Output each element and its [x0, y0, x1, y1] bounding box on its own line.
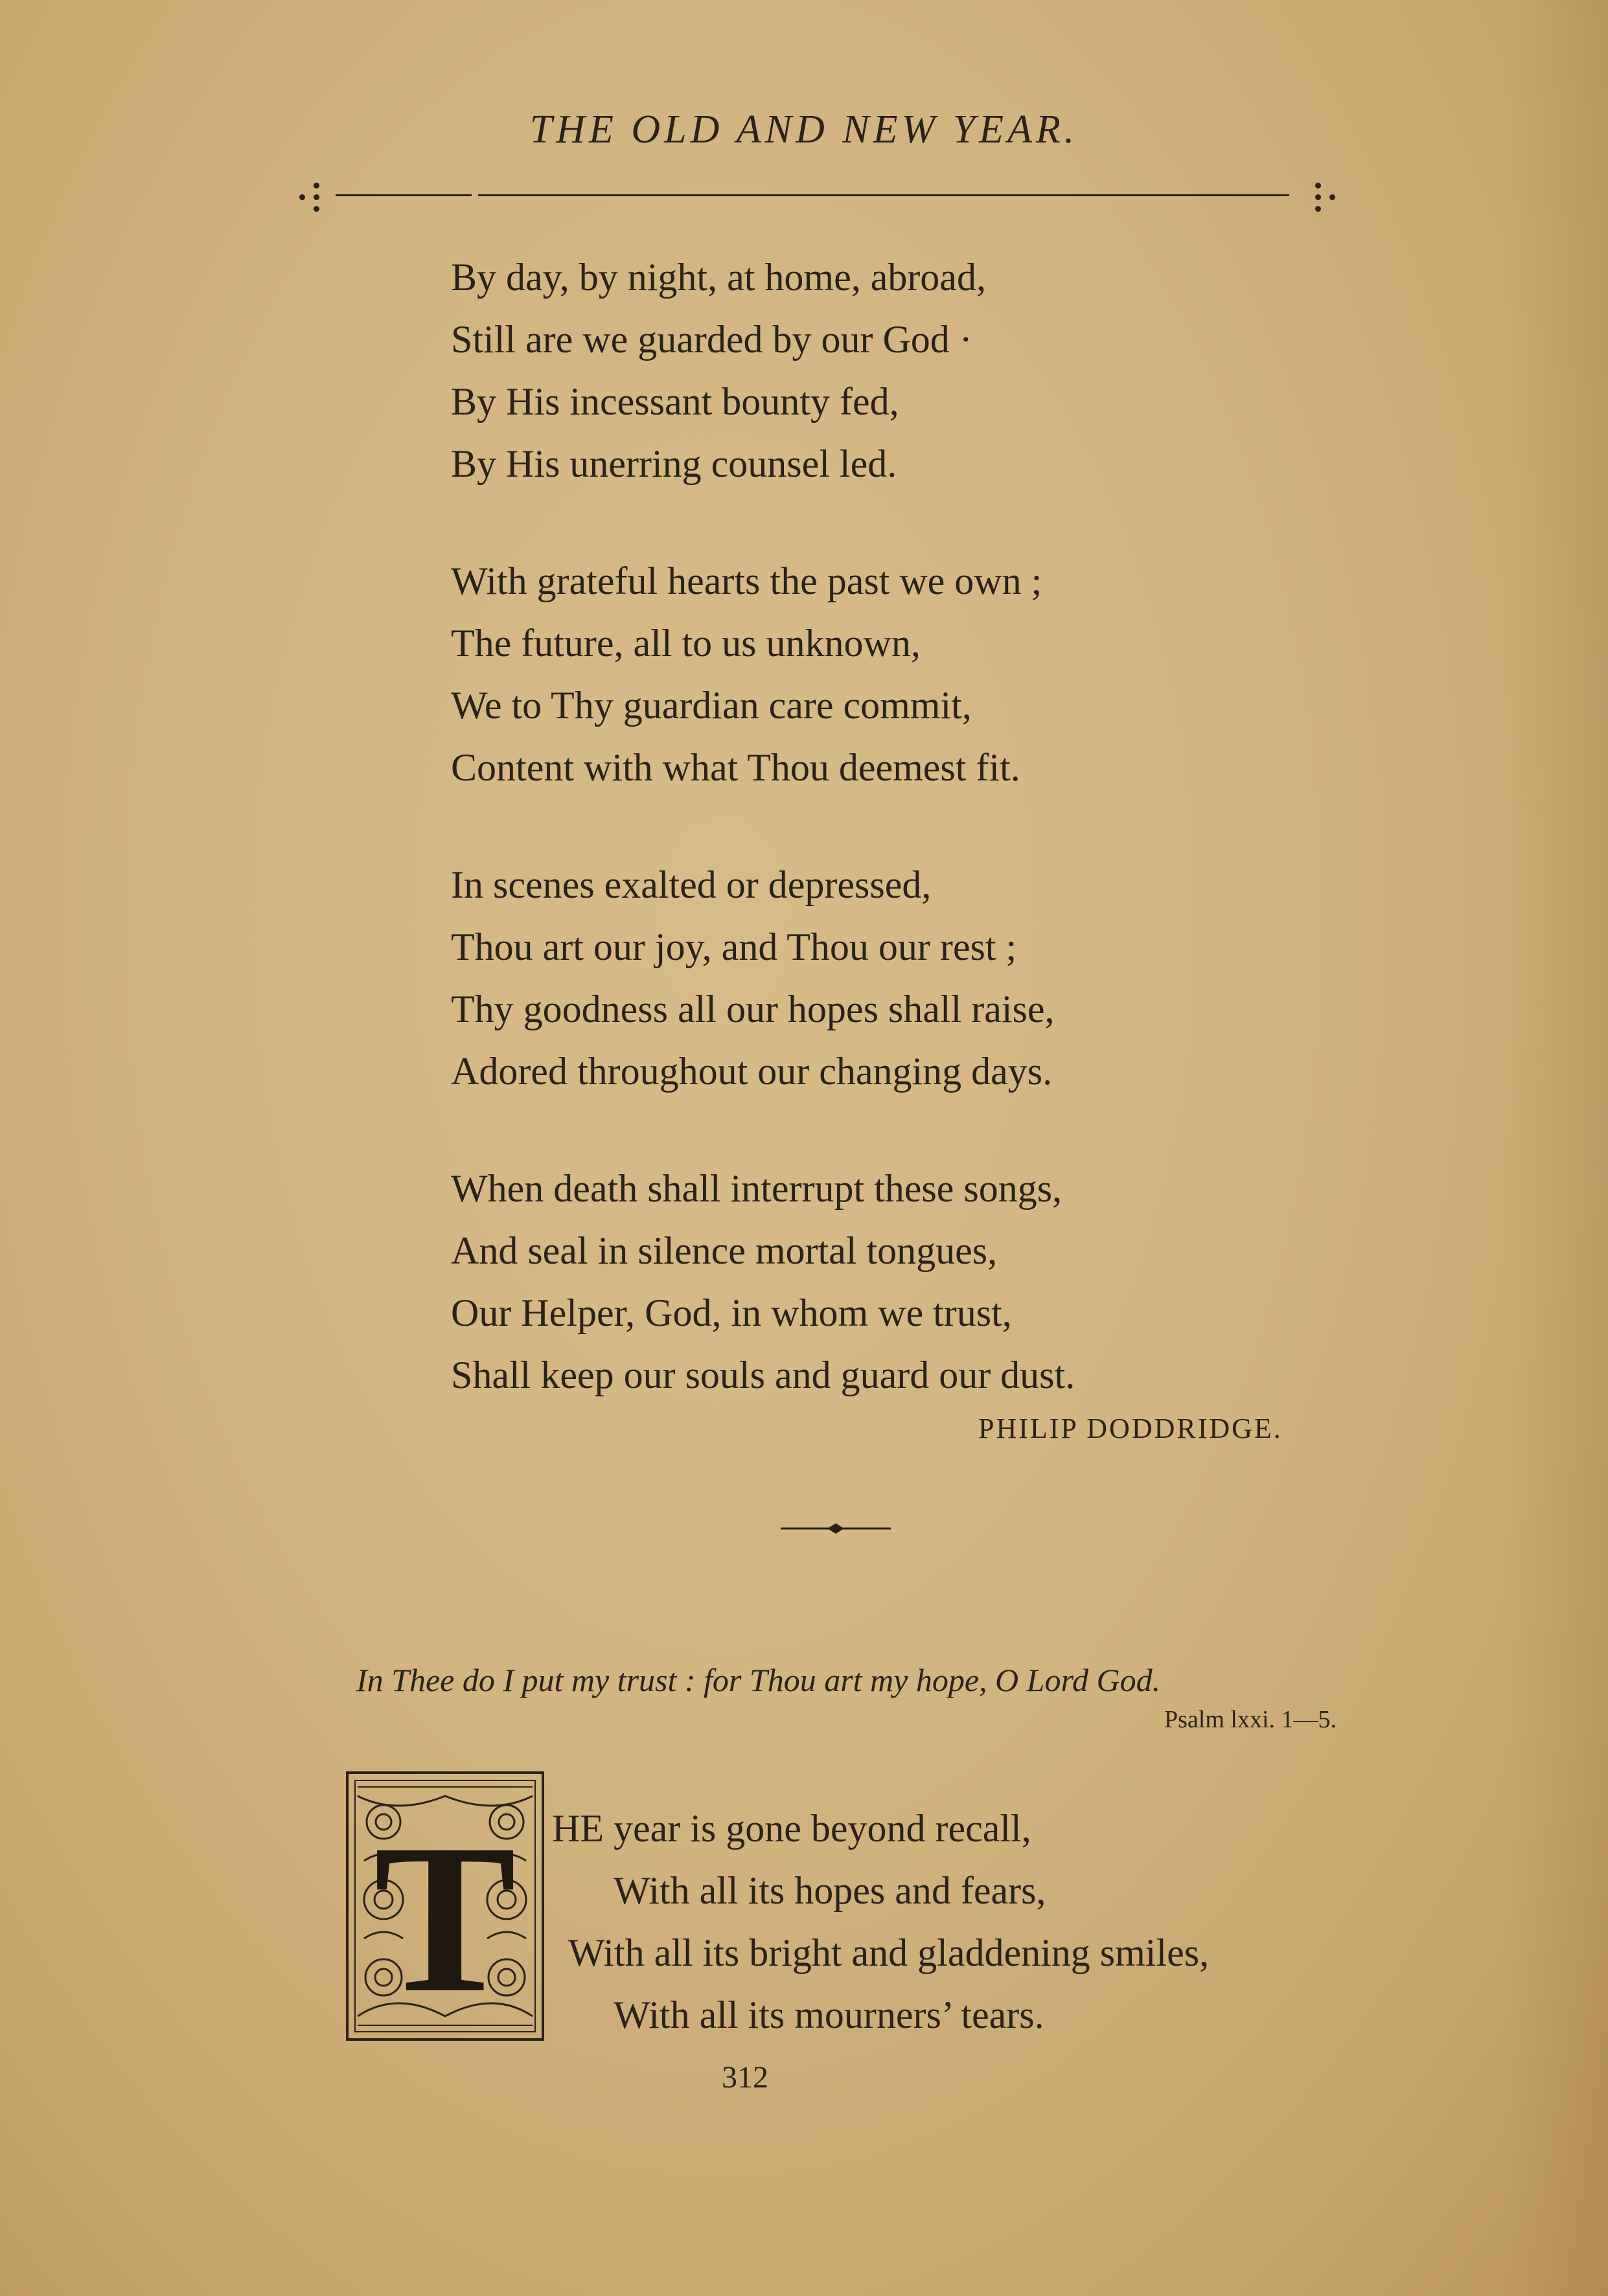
poem-line: With grateful hearts the past we own ; — [451, 560, 1042, 602]
stanza — [451, 550, 1075, 799]
running-header: THE OLD AND NEW YEAR. — [529, 108, 1079, 152]
poem-line: By His incessant bounty fed, — [451, 380, 899, 423]
poem-line: Adored throughout our changing days. — [451, 1050, 1053, 1093]
scripture-epigraph: In Thee do I put my trust : for Thou art my hope, O Lord God. — [356, 1662, 1161, 1698]
poem-line: By day, by night, at home, abroad, — [451, 256, 986, 299]
stanza — [451, 854, 1075, 1102]
poem-line: Still are we guarded by our God · — [451, 318, 972, 361]
poem-line: We to Thy guardian care commit, — [451, 684, 972, 727]
poem-line: Thou art our joy, and Thou our rest ; — [451, 926, 1017, 968]
dropcap-letter: T — [373, 1801, 517, 2037]
poem-line: With all its bright and gladdening smiles, — [568, 1931, 1210, 1974]
divider-ornament-icon — [781, 1519, 891, 1538]
stanza — [451, 1157, 1075, 1406]
header-rule-right — [478, 194, 1289, 196]
header-rule-left — [336, 194, 472, 196]
second-poem — [552, 1797, 1209, 2046]
page-number: 312 — [722, 2060, 768, 2095]
poem-line: Our Helper, God, in whom we trust, — [451, 1291, 1012, 1334]
poem-line: HE year is gone beyond recall, — [552, 1807, 1031, 1850]
poem-line: And seal in silence mortal tongues, — [451, 1229, 998, 1272]
scripture-citation: Psalm lxxi. 1—5. — [1164, 1706, 1337, 1733]
poem-line: Content with what Thou deemest fit. — [451, 746, 1020, 789]
poem-line: Shall keep our souls and guard our dust. — [451, 1354, 1075, 1396]
left-dot-ornament — [299, 179, 325, 218]
poem — [451, 246, 1075, 1461]
poem-line: In scenes exalted or depressed, — [451, 863, 932, 906]
poem-line: With all its mourners’ tears. — [614, 1994, 1044, 2036]
poem-line: Thy goodness all our hopes shall raise, — [451, 988, 1055, 1030]
poem-line: With all its hopes and fears, — [614, 1869, 1046, 1912]
stanza — [451, 246, 1075, 495]
poem-line: By His unerring counsel led. — [451, 442, 897, 485]
right-dot-ornament — [1311, 179, 1337, 218]
page-edge-shadow — [1504, 0, 1608, 2296]
poem-line: The future, all to us unknown, — [451, 622, 921, 665]
ornamental-dropcap-icon — [345, 1770, 546, 2042]
poem-line: When death shall interrupt these songs, — [451, 1167, 1062, 1210]
poem-author: PHILIP DODDRIDGE. — [978, 1413, 1283, 1444]
